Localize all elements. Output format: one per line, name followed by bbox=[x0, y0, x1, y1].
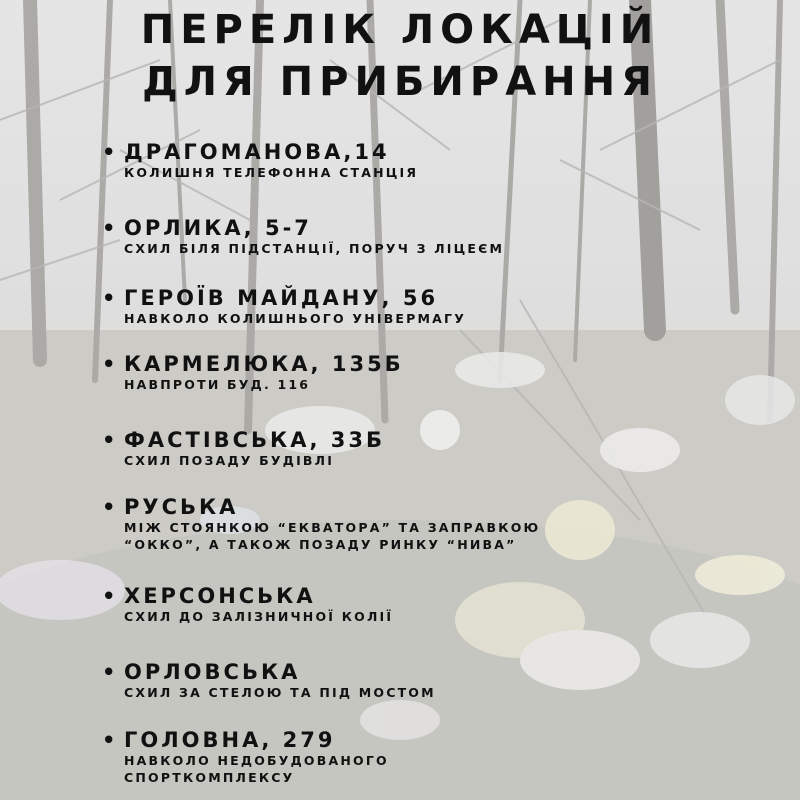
location-name: ХЕРСОНСЬКА bbox=[124, 584, 316, 608]
location-name: КАРМЕЛЮКА, 135Б bbox=[124, 352, 404, 376]
bullet-icon: • bbox=[102, 428, 119, 452]
location-item bbox=[102, 495, 540, 553]
location-name: РУСЬКА bbox=[124, 495, 239, 519]
location-description: СХИЛ ДО ЗАЛІЗНИЧНОЇ КОЛІЇ bbox=[124, 609, 394, 624]
location-description: СХИЛ ЗА СТЕЛОЮ ТА ПІД МОСТОМ bbox=[124, 685, 436, 700]
location-name: ДРАГОМАНОВА,14 bbox=[124, 140, 390, 164]
title-line-1: ПЕРЕЛІК ЛОКАЦІЙ bbox=[140, 7, 660, 53]
location-item bbox=[102, 286, 466, 327]
bullet-icon: • bbox=[102, 352, 119, 376]
location-item bbox=[102, 140, 418, 181]
bullet-icon: • bbox=[102, 728, 119, 752]
bullet-icon: • bbox=[102, 584, 119, 608]
bullet-icon: • bbox=[102, 495, 119, 519]
location-item bbox=[102, 216, 504, 257]
location-description: СХИЛ БІЛЯ ПІДСТАНЦІЇ, ПОРУЧ З ЛІЦЕЄМ bbox=[124, 241, 505, 256]
location-description-line-2: СПОРТКОМПЛЕКСУ bbox=[124, 770, 295, 785]
title-line-2: ДЛЯ ПРИБИРАННЯ bbox=[142, 59, 658, 105]
location-description: НАВКОЛО НЕДОБУДОВАНОГО bbox=[124, 753, 389, 768]
bullet-icon: • bbox=[102, 140, 119, 164]
bullet-icon: • bbox=[102, 286, 119, 310]
location-description: НАВКОЛО КОЛИШНЬОГО УНІВЕРМАГУ bbox=[124, 311, 467, 326]
location-item bbox=[102, 728, 389, 786]
location-description: СХИЛ ПОЗАДУ БУДІВЛІ bbox=[124, 453, 335, 468]
location-item bbox=[102, 428, 385, 469]
page-title bbox=[0, 4, 800, 108]
location-item bbox=[102, 352, 404, 393]
bullet-icon: • bbox=[102, 660, 119, 684]
location-name: ОРЛОВСЬКА bbox=[124, 660, 301, 684]
location-description: НАВПРОТИ БУД. 116 bbox=[124, 377, 311, 392]
location-item bbox=[102, 584, 393, 625]
location-description-line-2: “ОККО”, А ТАКОЖ ПОЗАДУ РИНКУ “НИВА” bbox=[124, 537, 517, 552]
bullet-icon: • bbox=[102, 216, 119, 240]
location-name: ФАСТІВСЬКА, 33Б bbox=[124, 428, 385, 452]
location-description: КОЛИШНЯ ТЕЛЕФОННА СТАНЦІЯ bbox=[124, 165, 419, 180]
location-item bbox=[102, 660, 436, 701]
location-name: ГЕРОЇВ МАЙДАНУ, 56 bbox=[124, 286, 439, 310]
location-description: МІЖ СТОЯНКОЮ “ЕКВАТОРА” ТА ЗАПРАВКОЮ bbox=[124, 520, 541, 535]
location-name: ОРЛИКА, 5-7 bbox=[124, 216, 312, 240]
location-name: ГОЛОВНА, 279 bbox=[124, 728, 336, 752]
